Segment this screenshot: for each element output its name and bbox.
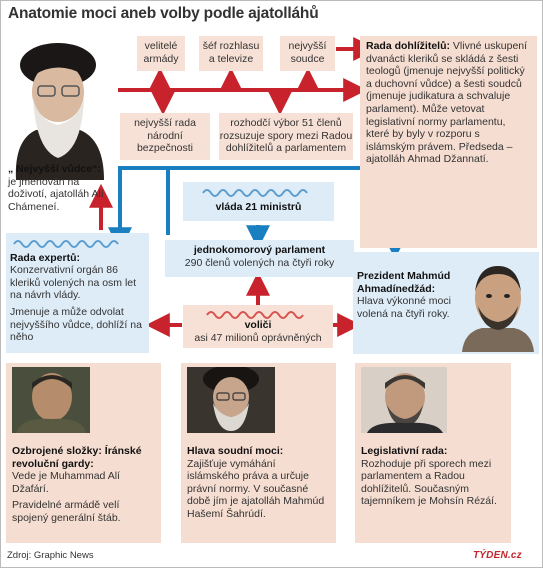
expertu-text2: Jmenuje a může odvolat nejvyššího vůdce, dohlíží na něho	[10, 305, 142, 344]
prezident-text-block	[357, 270, 457, 320]
soudni-heading: Hlava soudní moci:	[187, 445, 284, 457]
sef-label: šéf rozhlasu a televize	[202, 40, 260, 65]
portrait-chamenei	[6, 30, 110, 180]
box-rada-dohlizitelu	[360, 36, 537, 248]
ozbrojene-text2: Pravidelné armádě velí spojený generální štáb.	[12, 499, 121, 524]
box-hlava-soudni-moci	[181, 363, 336, 543]
parlament-heading: jednokomorový parlament	[193, 244, 326, 256]
parlament-text: 290 členů volených na čtyři roky	[184, 256, 335, 269]
portrait-ahmadinedzad	[458, 254, 538, 352]
prezident-text: Hlava výkonné moci volená na čtyři roky.	[357, 295, 451, 320]
vudce-heading: „ Nejvyšší vůdce“:	[8, 163, 101, 175]
expertu-heading: Rada expertů:	[10, 251, 81, 264]
volici-text: asi 47 milionů oprávněných	[194, 331, 322, 344]
vybor-label: rozhodčí výbor 51 členů rozsuzuje spory mezi Radou dohlížitelů a parlamentem	[219, 117, 353, 154]
portrait-rezai	[361, 367, 447, 433]
rada-dohlizitelu-heading: Rada dohlížitelů:	[366, 40, 450, 52]
source-credit: Zdroj: Graphic News	[7, 550, 94, 561]
ozbrojene-heading: Ozbrojené složky: Íránské revoluční gardy:	[12, 445, 142, 470]
vlada-label: vláda 21 ministrů	[215, 201, 302, 213]
box-nejvyssi-soudce	[280, 36, 335, 71]
prezident-heading: Prezident Mahmúd Ahmadínedžád:	[357, 270, 451, 295]
expertu-text1: Konzervativní orgán 86 kleriků volených na osm let na návrh vlády.	[10, 264, 137, 302]
velitele-label: velitelé armády	[143, 40, 179, 65]
legislativni-heading: Legislativní rada:	[361, 445, 448, 457]
box-narodni-bezpecnost	[120, 113, 210, 160]
box-sef-rozhlasu	[199, 36, 263, 71]
box-rozhodci-vybor	[219, 113, 353, 160]
arabic-ornament	[10, 236, 130, 248]
bezpecnost-label: nejvyšší rada národní bezpečnosti	[134, 117, 196, 154]
box-prezident	[353, 252, 539, 354]
text-nejvyssi-vudce	[8, 163, 111, 213]
arabic-ornament	[199, 185, 319, 197]
legislativni-text: Rozhoduje při sporech mezi parlamentem a Radou dohlížitelů. Současným tajemníkem je Mohsín Rézáí.	[361, 457, 497, 508]
soudce-label: nejvyšší soudce	[288, 40, 327, 65]
box-parlament	[165, 240, 354, 277]
vudce-text: je jmenován na doživotí, ajatolláh Alí Chámeneí.	[8, 175, 104, 213]
ozbrojene-text1: Vede je Muhammad Alí Džafárí.	[12, 470, 120, 495]
page-title: Anatomie moci aneb volby podle ajatolláhů	[8, 5, 319, 22]
rada-dohlizitelu-text: Vlivné uskupení dvanácti kleriků se skládá z šesti teologů (jmenuje nejvyšší politický a duchovní vůdce) a šesti soudců (jmenuje judikatura a schvaluje parlament). Může vetovat legislativní normy parlamentu, které by byly v rozporu s islámským právem. Předseda – ajatolláh Ahmad Džannatí.	[366, 40, 528, 166]
box-velitele-armady	[137, 36, 185, 71]
soudni-text: Zajišťuje vymáhání islámského práva a určuje právní normy. V současné době jím je ajatolláh Mahmúd Hašemí Šahrúdí.	[187, 457, 325, 520]
box-vlada	[183, 182, 334, 221]
portrait-sahrudi	[187, 367, 275, 433]
volici-heading: voliči	[244, 319, 272, 331]
tyden-logo: TÝDEN.cz	[473, 550, 522, 561]
portrait-dzafari	[12, 367, 90, 433]
box-legislativni-rada	[355, 363, 511, 543]
arabic-ornament	[203, 307, 313, 319]
box-volici	[183, 305, 333, 348]
box-rada-expertu	[6, 233, 149, 353]
box-ozbrojene-slozky	[6, 363, 161, 543]
